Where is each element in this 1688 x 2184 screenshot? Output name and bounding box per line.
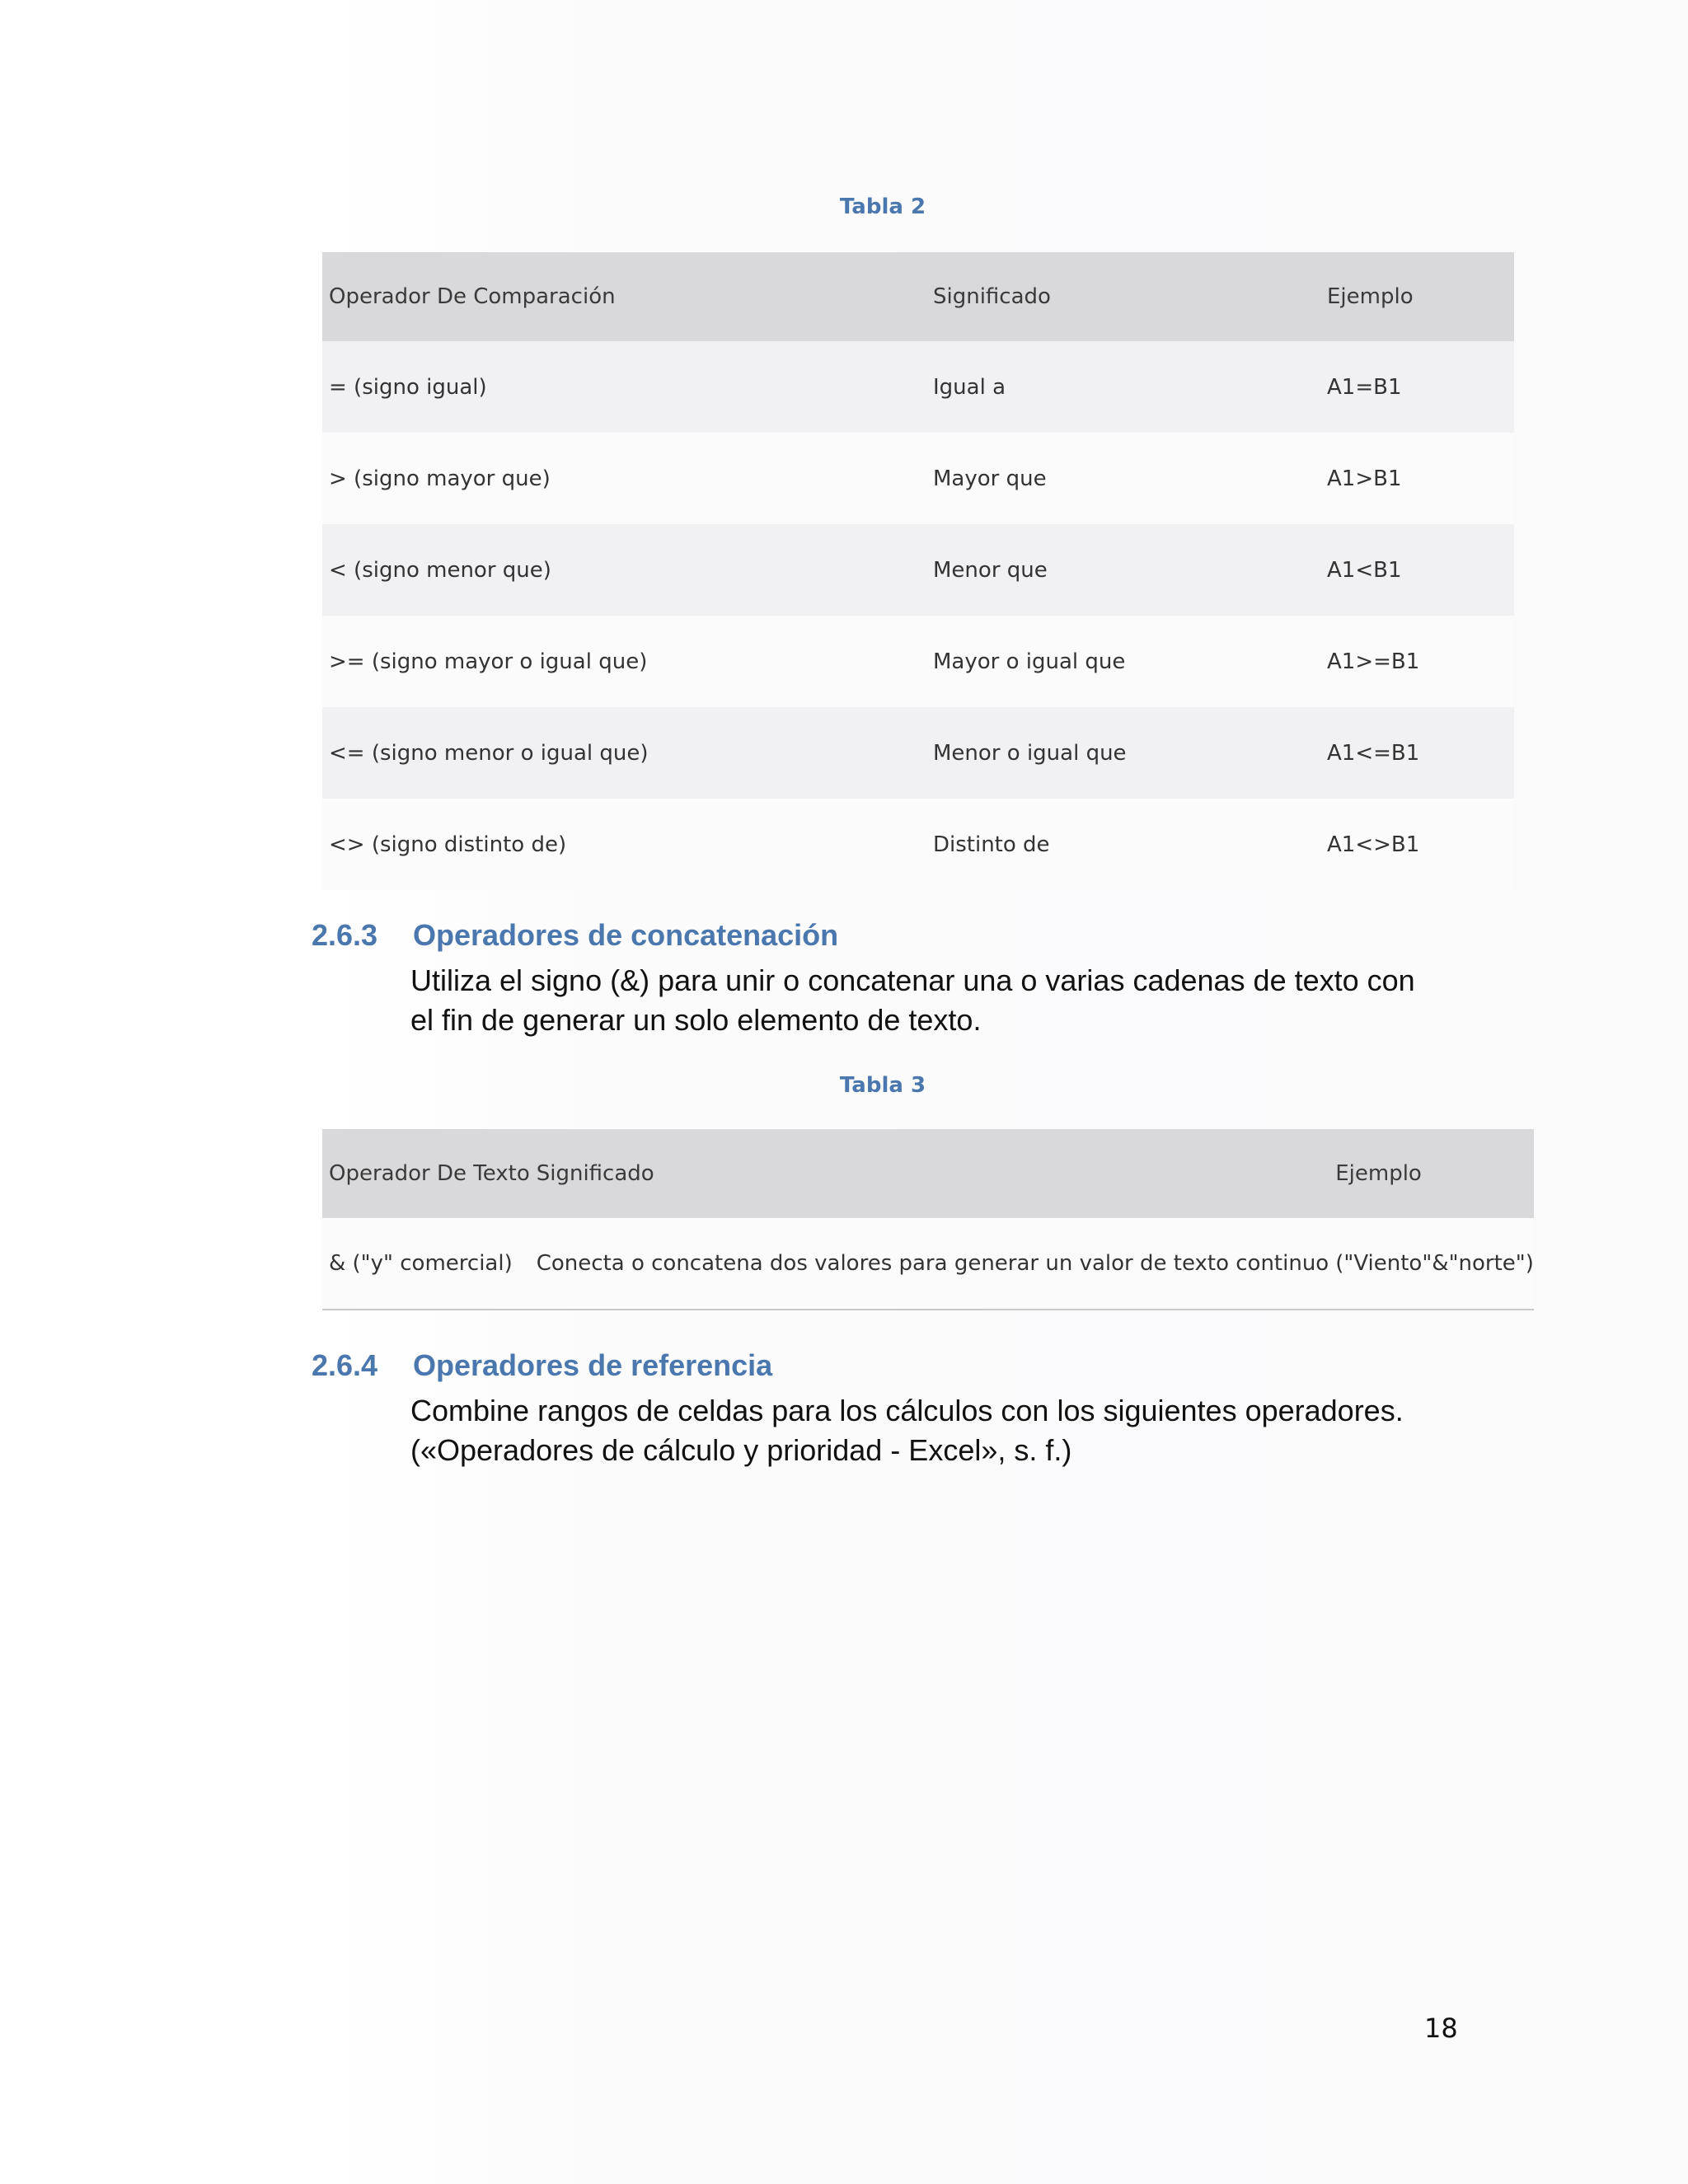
column-header-meaning: Significado xyxy=(933,284,1051,309)
cell-example: ("Viento"&"norte") xyxy=(1335,1251,1534,1276)
table-row xyxy=(322,1218,1534,1310)
cell-operator: <= (signo menor o igual que) xyxy=(329,740,649,766)
cell-operator: <> (signo distinto de) xyxy=(329,832,567,857)
text-operators-table xyxy=(322,1129,1534,1310)
table-row xyxy=(322,433,1514,524)
section-title: Operadores de concatenación xyxy=(413,918,839,952)
section-body-reference xyxy=(410,1391,1474,1470)
table2-caption: Tabla 2 xyxy=(839,194,926,219)
cell-operator: & ("y" comercial) xyxy=(329,1251,513,1276)
body-line: Combine rangos de celdas para los cálculos con los siguientes operadores. xyxy=(410,1394,1404,1427)
cell-operator: > (signo mayor que) xyxy=(329,466,551,491)
column-header-meaning: Significado xyxy=(536,1161,654,1186)
body-line: Utiliza el signo (&) para unir o concatenar una o varias cadenas de texto con xyxy=(410,963,1415,997)
column-header-example: Ejemplo xyxy=(1335,1161,1422,1186)
cell-example: A1=B1 xyxy=(1327,374,1402,400)
cell-meaning: Conecta o concatena dos valores para generar un valor de texto continuo xyxy=(536,1251,1329,1276)
cell-meaning: Distinto de xyxy=(933,832,1050,857)
section-heading-reference xyxy=(312,1348,772,1383)
cell-meaning: Menor o igual que xyxy=(933,740,1127,766)
table-row xyxy=(322,799,1514,890)
column-header-example: Ejemplo xyxy=(1327,284,1414,309)
table3-caption: Tabla 3 xyxy=(839,1073,926,1098)
table-row xyxy=(322,341,1514,433)
page-number: 18 xyxy=(1424,2013,1458,2044)
cell-example: A1<>B1 xyxy=(1327,832,1420,857)
section-title: Operadores de referencia xyxy=(413,1348,773,1382)
cell-meaning: Mayor que xyxy=(933,466,1047,491)
section-number: 2.6.3 xyxy=(312,918,378,952)
column-header-operator: Operador De Comparación xyxy=(329,284,616,309)
section-number: 2.6.4 xyxy=(312,1348,378,1382)
table-row xyxy=(322,707,1514,799)
table-header-row xyxy=(322,1129,1534,1218)
table-row xyxy=(322,616,1514,707)
table-header-row xyxy=(322,252,1514,341)
comparison-operators-table xyxy=(322,252,1514,890)
cell-meaning: Menor que xyxy=(933,557,1048,583)
column-header-operator: Operador De Texto xyxy=(329,1161,530,1186)
table-row xyxy=(322,524,1514,616)
cell-operator: >= (signo mayor o igual que) xyxy=(329,649,648,674)
cell-operator: = (signo igual) xyxy=(329,374,487,400)
body-line: («Operadores de cálculo y prioridad - Excel», s. f.) xyxy=(410,1433,1072,1467)
section-heading-concatenation xyxy=(312,918,838,953)
cell-example: A1>=B1 xyxy=(1327,649,1420,674)
section-body-concatenation xyxy=(410,961,1474,1040)
cell-example: A1<B1 xyxy=(1327,557,1402,583)
cell-meaning: Mayor o igual que xyxy=(933,649,1126,674)
body-line: el fin de generar un solo elemento de texto. xyxy=(410,1003,982,1037)
cell-example: A1>B1 xyxy=(1327,466,1402,491)
cell-meaning: Igual a xyxy=(933,374,1006,400)
cell-example: A1<=B1 xyxy=(1327,740,1420,766)
cell-operator: < (signo menor que) xyxy=(329,557,551,583)
